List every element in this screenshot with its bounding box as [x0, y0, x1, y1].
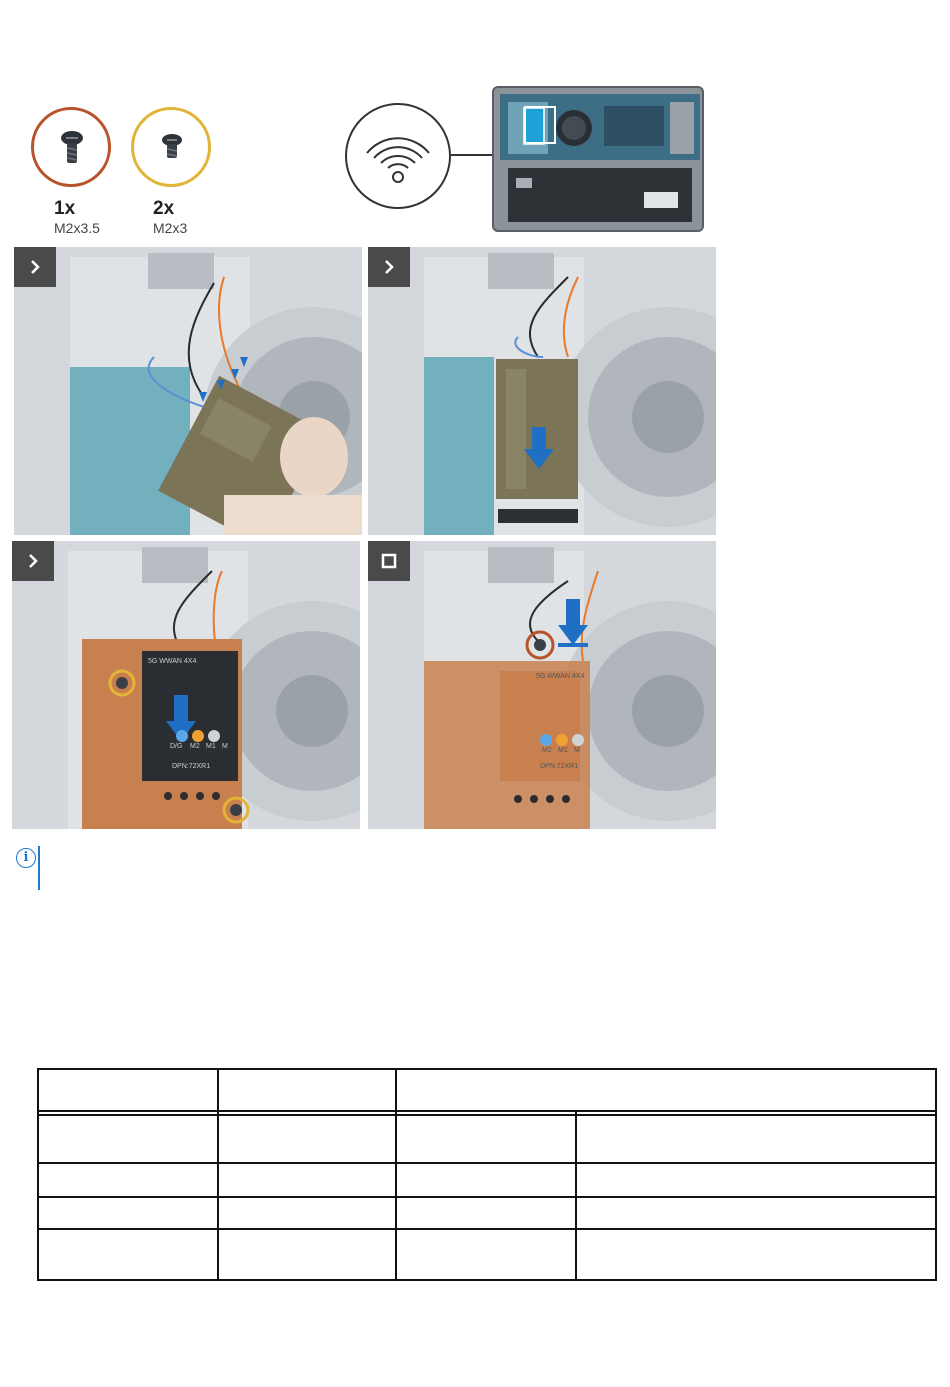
- screw-size: M2x3.5: [54, 220, 100, 236]
- table-row: [38, 1197, 936, 1229]
- card-label: DPN:72XR1: [540, 763, 579, 770]
- card-label: 5G WWAN 4X4: [536, 673, 585, 680]
- table-cell: [396, 1115, 576, 1163]
- card-label: M: [222, 743, 228, 750]
- screw-m2x3-5-icon: [31, 107, 111, 187]
- table-cell: [576, 1197, 936, 1229]
- square-icon: [381, 553, 397, 569]
- laptop-overview-image: [492, 86, 704, 232]
- table-cell: [396, 1197, 576, 1229]
- wifi-icon: [345, 103, 451, 209]
- step-panel-2: [368, 247, 716, 535]
- chevron-right-icon: [27, 259, 43, 275]
- table-header-cell: [38, 1069, 218, 1111]
- chevron-right-icon: [25, 553, 41, 569]
- screw-quantity: 1x: [54, 198, 76, 219]
- table-cell: [576, 1229, 936, 1280]
- wwan-highlight-box: [524, 106, 556, 144]
- note-divider: [38, 846, 40, 890]
- step-panel-1: [14, 247, 362, 535]
- table-row: [38, 1115, 936, 1163]
- table-row: [38, 1229, 936, 1280]
- table-cell: [576, 1115, 936, 1163]
- table-row: [38, 1163, 936, 1197]
- card-label: 5G WWAN 4X4: [148, 658, 197, 665]
- card-label: M1: [206, 743, 216, 750]
- card-label: M: [574, 747, 580, 754]
- card-label: D/G: [170, 743, 183, 750]
- table-cell: [218, 1229, 397, 1280]
- step-badge: [368, 541, 410, 581]
- card-label: M1: [558, 747, 568, 754]
- step-panel-3: [12, 541, 360, 829]
- info-icon: i: [16, 848, 36, 868]
- card-label: DPN:72XR1: [172, 763, 211, 770]
- table-cell: [218, 1197, 397, 1229]
- screw-size: M2x3: [153, 220, 188, 236]
- step-badge: [12, 541, 54, 581]
- step-panel-4: [368, 541, 716, 829]
- table-cell: [218, 1115, 397, 1163]
- table-header-cell: [396, 1069, 936, 1111]
- specification-table: [37, 1068, 937, 1281]
- table-cell: [396, 1229, 576, 1280]
- table-header-cell: [218, 1069, 397, 1111]
- screw-m2x3-icon: [131, 107, 211, 187]
- chevron-right-icon: [381, 259, 397, 275]
- table-cell: [38, 1163, 218, 1197]
- table-cell: [38, 1229, 218, 1280]
- step-badge: [14, 247, 56, 287]
- table-cell: [218, 1163, 397, 1197]
- table-cell: [38, 1115, 218, 1163]
- table-row: [38, 1069, 936, 1111]
- table-cell: [396, 1163, 576, 1197]
- table-cell: [38, 1197, 218, 1229]
- card-label: M2: [542, 747, 552, 754]
- step-badge: [368, 247, 410, 287]
- card-label: M2: [190, 743, 200, 750]
- screw-quantity: 2x: [153, 198, 175, 219]
- table-cell: [576, 1163, 936, 1197]
